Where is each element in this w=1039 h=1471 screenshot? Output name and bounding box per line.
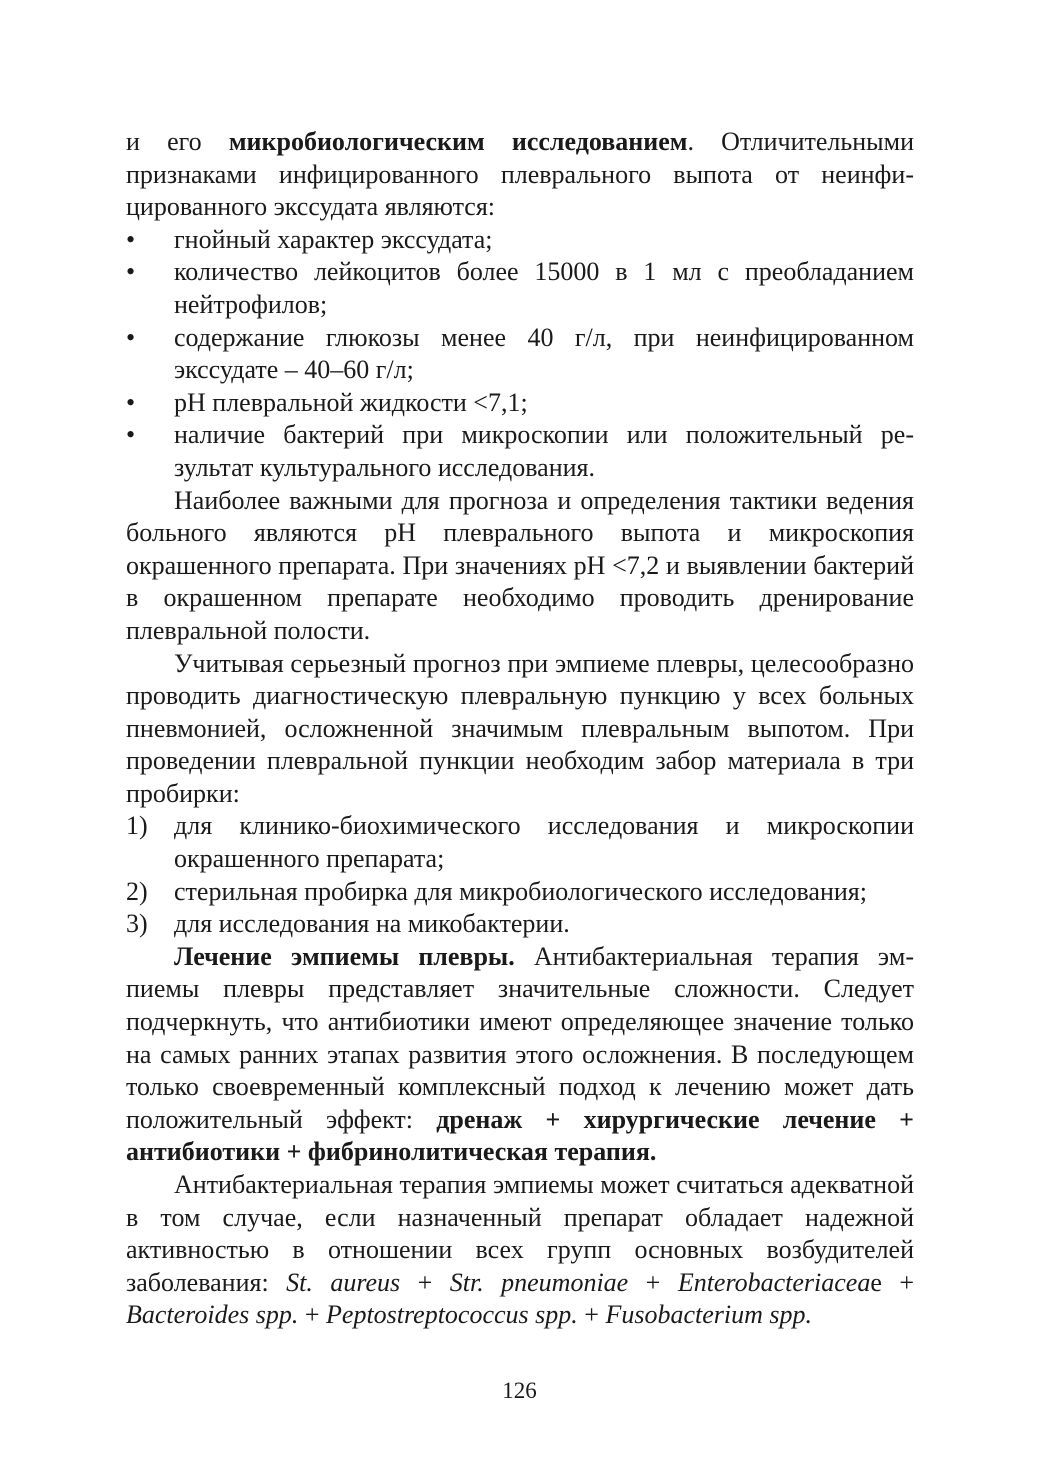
bullet-text: гнойный характер экссудата; bbox=[174, 224, 493, 254]
bullet-item bbox=[126, 419, 914, 484]
plus-separator: + bbox=[881, 1267, 915, 1297]
bullet-marker: • bbox=[126, 257, 136, 287]
intro-paragraph bbox=[126, 126, 914, 224]
bullet-item bbox=[126, 224, 914, 257]
puncture-paragraph: Учитывая серьезный прогноз при эмпиеме плевры, целесообразно проводить диагностическую плевральную пункцию у всех больных пневмонией, осложненной значимым плевральным выпотом. При проведении плевральной пункции необходим забор материала в три пробирки: bbox=[126, 648, 914, 808]
intro-pre: и его bbox=[126, 127, 229, 156]
page-number: 126 bbox=[502, 1378, 537, 1403]
item-number: 2) bbox=[126, 876, 148, 906]
pathogen-tail: e bbox=[870, 1267, 882, 1297]
bullet-item bbox=[126, 387, 914, 420]
numbered-item bbox=[126, 908, 914, 941]
bullet-item bbox=[126, 322, 914, 387]
pathogen-name: Str. pneumoniae bbox=[449, 1267, 629, 1297]
prognosis-paragraph: Наиболее важными для прогноза и определения тактики ведения больного являются pH плеврального выпота и микроскопия окрашенного препарата. При значениях pH <7,2 и выявлении бактерий в окрашенном препарате необходимо проводить дренирование плевральной полости. bbox=[126, 485, 914, 645]
bullet-marker: • bbox=[126, 224, 136, 254]
pathogen-name: Fusobacterium spp. bbox=[605, 1300, 812, 1330]
treatment-body: Антибактериальная терапия эмпиемы плевры представляет значительные сложности. Следует подчеркнуть, что антибиотики имеют определяющее значение только на самых ранних этапах развития этого осложнения. В последующем только своевременный комплексный подход к лечению может дать положительный эффект: bbox=[126, 941, 914, 1134]
treatment-formula: дренаж + хирургические лечение + антибиотики + фибринолитическая терапия. bbox=[126, 1104, 914, 1167]
bullet-marker: • bbox=[126, 420, 136, 450]
bullet-marker: • bbox=[126, 322, 136, 352]
antibacterial-paragraph bbox=[126, 1169, 914, 1332]
treatment-heading: Лечение эмпиемы плевры. bbox=[174, 941, 515, 971]
item-text: стерильная пробирка для микробиологического исследования; bbox=[174, 876, 867, 906]
pathogen-name: Bacteroides spp. bbox=[126, 1300, 299, 1330]
numbered-list bbox=[126, 810, 914, 940]
intro-post: . Отличительными признаками инфицированного плеврального выпота от неинфицированного экссудата являются: bbox=[126, 127, 914, 222]
bullet-text: наличие бактерий при микроскопии или положительный результат культурального исследования. bbox=[174, 420, 914, 482]
numbered-item bbox=[126, 810, 914, 875]
bullet-item bbox=[126, 256, 914, 321]
treatment-paragraph bbox=[126, 941, 914, 1169]
item-number: 3) bbox=[126, 909, 148, 939]
antibacterial-text: Антибактериальная терапия эмпиемы может считаться адекватной в том случае, если назначенный препарат обладает надежной активностью в отношении всех групп основных возбудителей заболевания: bbox=[126, 1170, 914, 1297]
pathogen-name: Peptostreptococcus spp. bbox=[326, 1300, 578, 1330]
numbered-item bbox=[126, 876, 914, 909]
plus-separator: + bbox=[298, 1300, 327, 1330]
body-text bbox=[126, 126, 914, 1332]
bullet-text: содержание глюкозы менее 40 г/л, при неинфицированном экссудате – 40–60 г/л; bbox=[174, 322, 914, 385]
pathogen-name: St. aureus bbox=[286, 1267, 401, 1297]
bullet-list bbox=[126, 224, 914, 485]
item-number: 1) bbox=[126, 811, 148, 841]
bullet-marker: • bbox=[126, 387, 136, 417]
bullet-text: количество лейкоцитов более 15000 в 1 мл с преобладанием нейтрофилов; bbox=[174, 257, 914, 319]
item-text: для исследования на микобактерии. bbox=[174, 909, 570, 939]
pathogen-name: Enterobacteriacea bbox=[677, 1267, 871, 1297]
plus-separator: + bbox=[400, 1267, 450, 1297]
plus-separator: + bbox=[628, 1267, 678, 1297]
intro-bold-term: микробиологическим исследованием bbox=[228, 127, 688, 156]
plus-separator: + bbox=[577, 1300, 606, 1330]
bullet-text: pH плевральной жидкости <7,1; bbox=[174, 387, 528, 417]
item-text: для клинико-биохимического исследования и микроскопии окрашенного препарата; bbox=[174, 811, 914, 874]
